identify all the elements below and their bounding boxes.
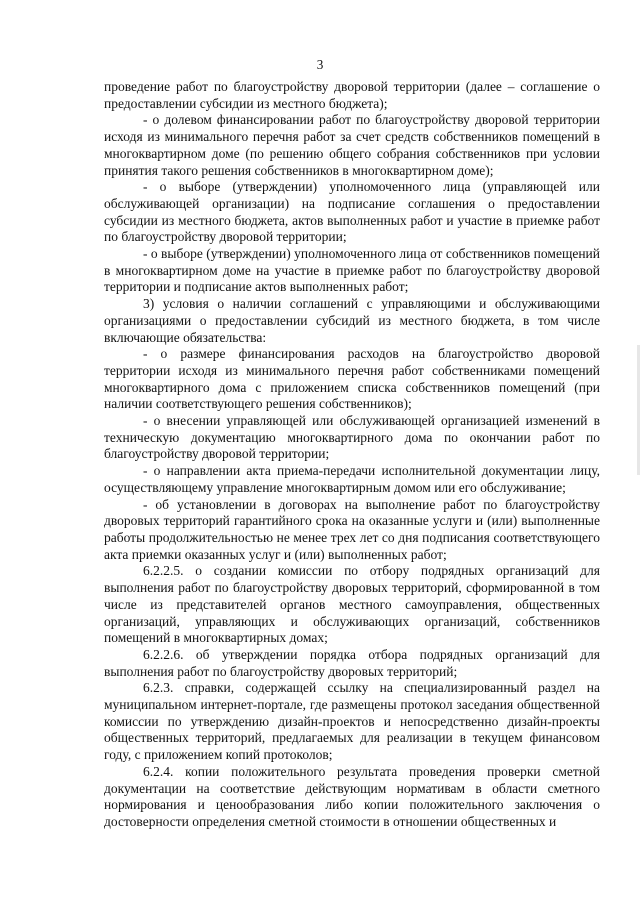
paragraph: - о размере финансирования расходов на благоустройство дворовой территории исходя из минимального перечня работ собственниками помещений многоквартирного дома с приложением списка собственников помещений (при наличии соответствующего решения собственников); — [104, 346, 600, 412]
paragraph: проведение работ по благоустройству дворовой территории (далее – соглашение о предоставлении субсидии из местного бюджета); — [104, 79, 600, 111]
paragraph: 6.2.4. копии положительного результата проведения проверки сметной документации на соответствие действующим нормативам в области сметного нормирования и ценообразования либо копии положительного заключения о достоверности определения сметной стоимости в отношении общественных и — [104, 763, 600, 829]
paragraph: - о внесении управляющей или обслуживающей организацией изменений в техническую документацию многоквартирного дома по окончании работ по благоустройству дворовой территории; — [104, 413, 600, 462]
paragraph: 3) условия о наличии соглашений с управляющими и обслуживающими организациями о предоставлении субсидий из местного бюджета, в том числе включающие обязательства: — [104, 296, 600, 345]
page-number: 3 — [316, 57, 324, 72]
paragraph: 6.2.2.6. об утверждении порядка отбора подрядных организаций для выполнения работ по благоустройству дворовых территорий; — [104, 646, 600, 679]
paragraph: - о направлении акта приема-передачи исполнительной документации лицу, осуществляющему управление многоквартирным домом или его обслуживание; — [104, 463, 600, 495]
paragraph: - о выборе (утверждении) уполномоченного лица (управляющей или обслуживающей организации) на подписание соглашения о предоставлении субсидии из местного бюджета, актов выполненных работ и участие в приемке работ по благоустройству дворовой территории; — [104, 179, 600, 245]
document-body — [104, 79, 600, 831]
paragraph: - о долевом финансировании работ по благоустройству дворовой территории исходя из минимального перечня работ за счет средств собственников помещений в многоквартирном доме (по решению общего собрания собственников при условии принятия такого решения собственников в многоквартирном доме); — [104, 112, 600, 178]
paragraph: - о выборе (утверждении) уполномоченного лица от собственников помещений в многоквартирном доме на участие в приемке работ по благоустройству дворовой территории и подписание актов выполненных работ; — [104, 246, 600, 295]
paragraph: 6.2.3. справки, содержащей ссылку на специализированный раздел на муниципальном интернет-портале, где размещены протокол заседания общественной комиссии по утверждению дизайн-проектов и непосредственно дизайн-проекты общественных территорий, предлагаемых для реализации в текущем финансовом году, с приложением копий протоколов; — [104, 680, 600, 763]
paragraph: - об установлении в договорах на выполнение работ по благоустройству дворовых территорий гарантийного срока на оказанные услуги и (или) выполненные работы продолжительностью не менее трех лет со дня подписания соответствующего акта приемки оказанных услуг и (или) выполненных работ; — [104, 496, 600, 562]
paragraph: 6.2.2.5. о создании комиссии по отбору подрядных организаций для выполнения работ по благоустройству дворовых территорий, сформированной в том числе из представителей органов местного самоуправления, общественных организаций, управляющих и обслуживающих организаций, собственников помещений в многоквартирных домах; — [104, 563, 600, 646]
